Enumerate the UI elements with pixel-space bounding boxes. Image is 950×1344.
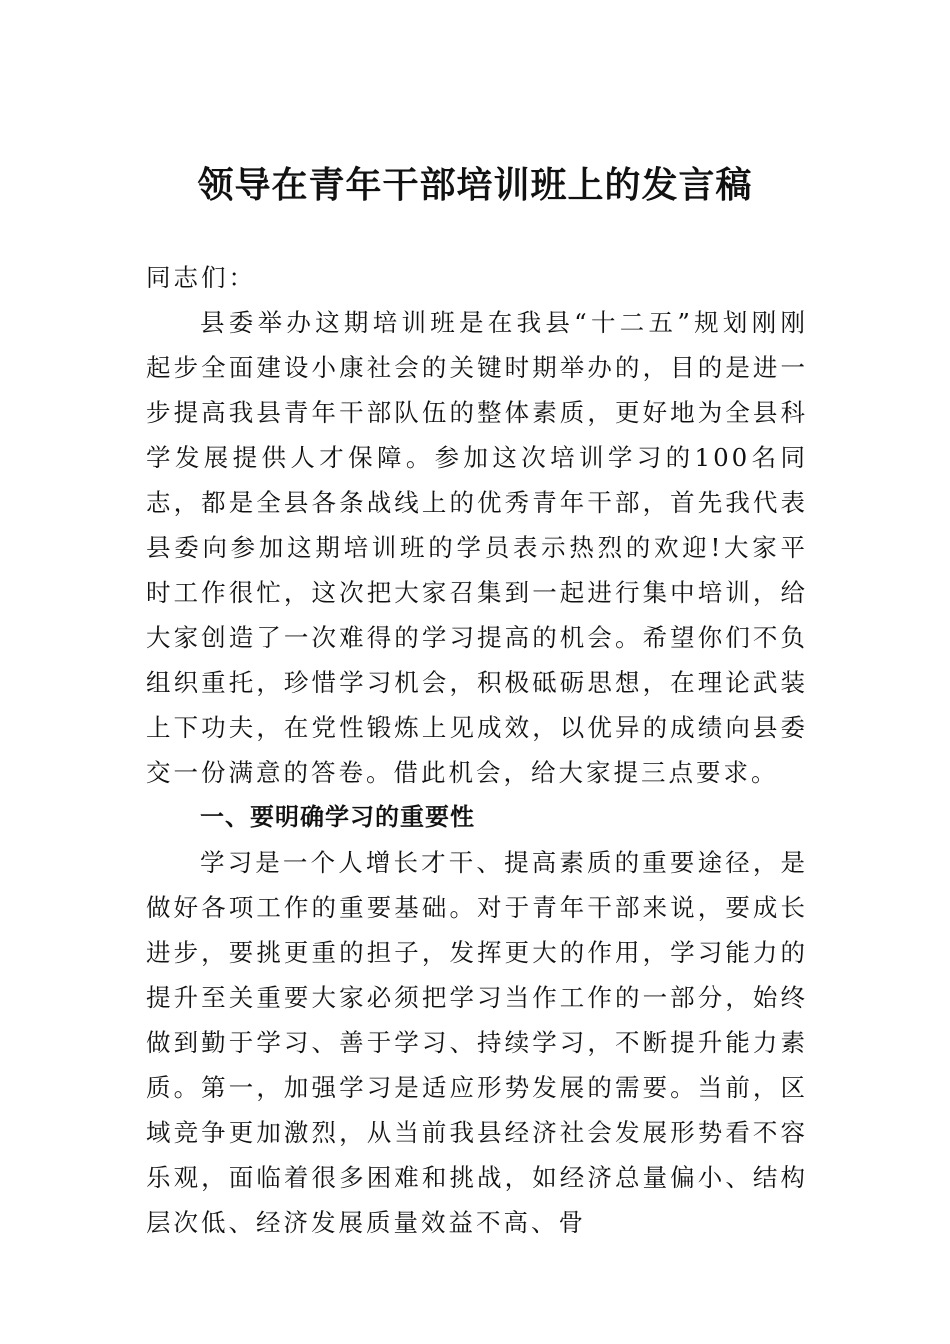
document-title: 领导在青年干部培训班上的发言稿 [197, 164, 753, 206]
paragraph-section-1: 学习是一个人增长才干、提高素质的重要途径，是做好各项工作的重要基础。对于青年干部来说，要成长进步，要挑更重的担子，发挥更大的作用，学习能力的提升至关重要大家必须把学习当作工作的一部分，始终做到勤于学习、善于学习、持续学习，不断提升能力素质。第一，加强学习是适应形势发展的需要。当前，区域竞争更加激烈，从当前我县经济社会发展形势看不容乐观，面临着很多困难和挑战，如经济总量偏小、结构层次低、经济发展质量效益不高、骨 [146, 848, 808, 1237]
salutation: 同志们： [146, 263, 256, 292]
section-heading-1: 一、要明确学习的重要性 [200, 803, 475, 831]
paragraph-opening: 县委举办这期培训班是在我县“十二五”规划刚刚起步全面建设小康社会的关键时期举办的，目的是进一步提高我县青年干部队伍的整体素质，更好地为全县科学发展提供人才保障。参加这次培训学习的100名同志，都是全县各条战线上的优秀青年干部，首先我代表县委向参加这期培训班的学员表示热烈的欢迎!大家平时工作很忙，这次把大家召集到一起进行集中培训，给大家创造了一次难得的学习提高的机会。希望你们不负组织重托，珍惜学习机会，积极砥砺思想，在理论武装上下功夫，在党性锻炼上见成效，以优异的成绩向县委交一份满意的答卷。借此机会，给大家提三点要求。 [146, 308, 808, 787]
